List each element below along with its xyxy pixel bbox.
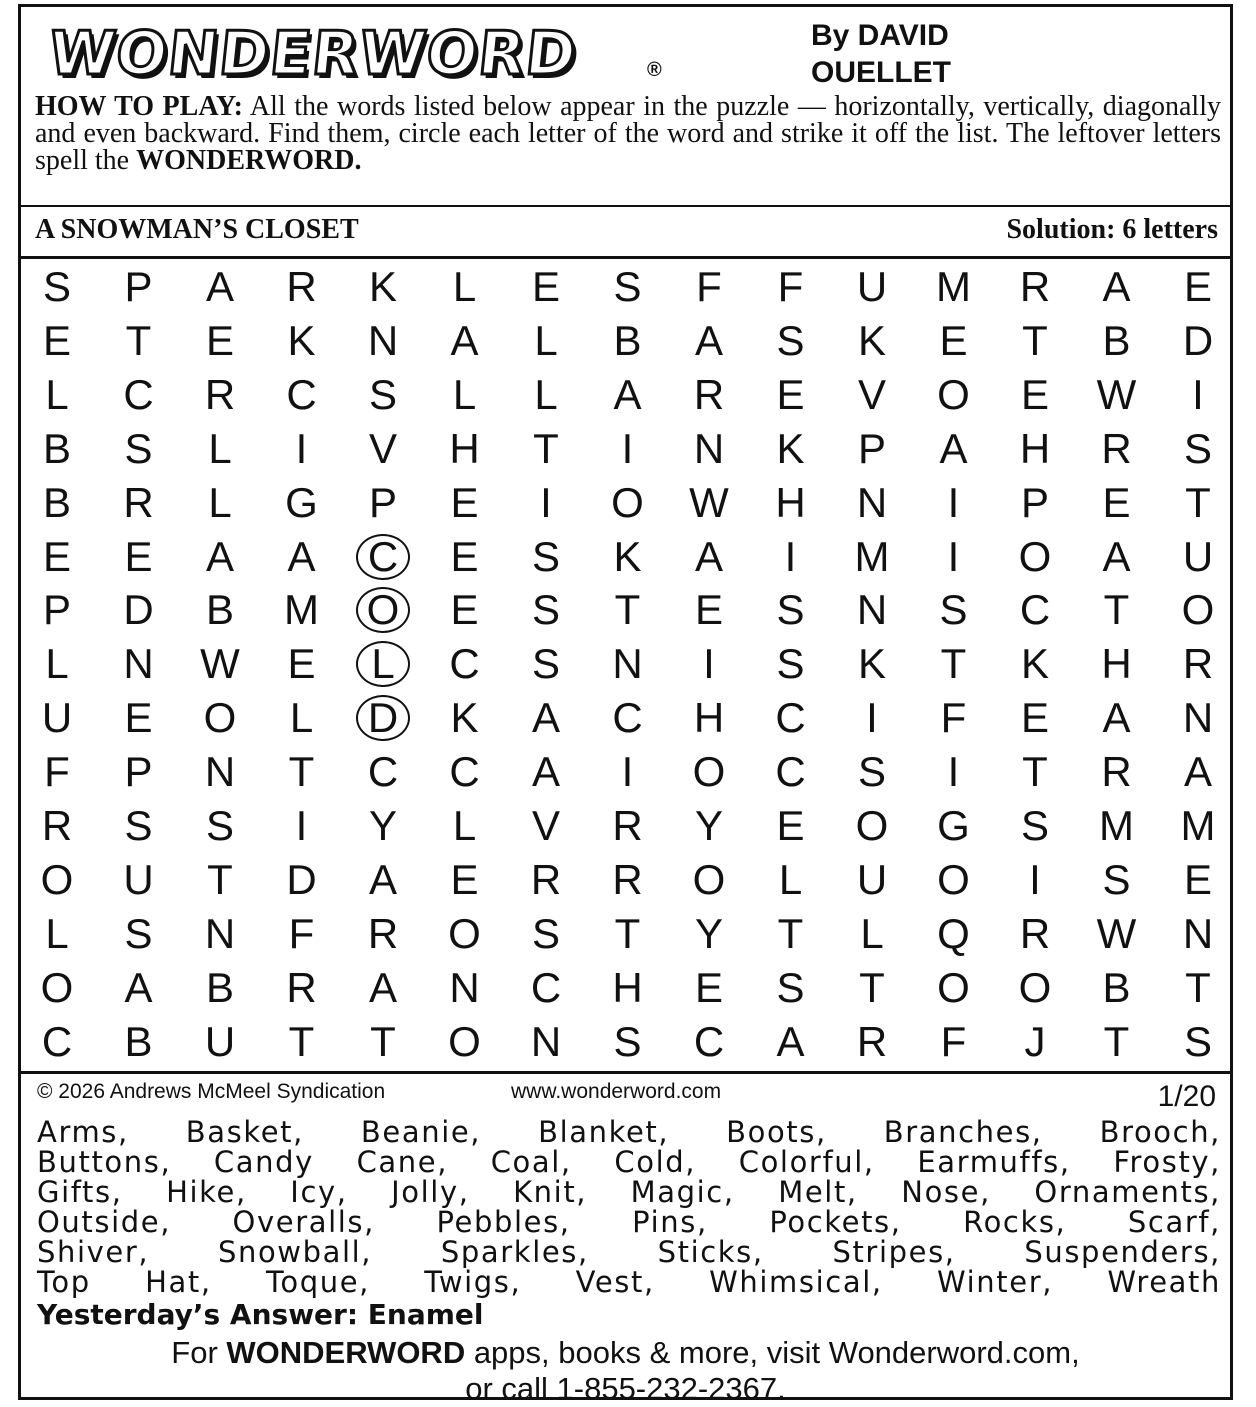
grid-cell[interactable]: U (1182, 532, 1214, 580)
grid-cell[interactable]: W (689, 478, 729, 526)
grid-cell[interactable]: W (1096, 370, 1137, 418)
grid-cell[interactable]: B (124, 1017, 153, 1065)
grid-cell[interactable]: T (614, 586, 641, 634)
grid-cell[interactable]: O (40, 855, 74, 903)
grid-cell[interactable]: O (937, 963, 970, 1011)
grid-cell[interactable]: O (448, 1017, 481, 1065)
grid-cell[interactable]: R (1019, 909, 1051, 957)
grid-cell[interactable]: O (448, 909, 481, 957)
grid-cell[interactable]: U (41, 694, 73, 742)
grid-cell[interactable]: M (854, 532, 890, 580)
grid-cell[interactable]: T (1185, 963, 1211, 1011)
grid-cell[interactable]: A (124, 963, 153, 1011)
grid-cell[interactable]: O (937, 370, 970, 418)
grid-cell[interactable]: E (776, 370, 805, 418)
grid-cell[interactable]: S (124, 424, 153, 472)
grid-cell[interactable]: J (1024, 1017, 1046, 1065)
grid-cell[interactable]: S (205, 802, 234, 849)
grid-cell[interactable]: N (693, 424, 725, 472)
grid-cell[interactable]: A (205, 532, 234, 580)
grid-cell[interactable]: Y (368, 802, 397, 849)
grid-cell[interactable]: B (205, 963, 234, 1011)
grid-cell[interactable]: L (534, 316, 558, 364)
grid-cell[interactable]: P (368, 478, 397, 526)
grid-cell[interactable]: U (204, 1017, 236, 1065)
grid-cell[interactable]: I (866, 694, 878, 742)
grid-cell[interactable]: C (449, 748, 480, 796)
grid-cell[interactable]: N (856, 478, 888, 526)
grid-cell[interactable]: E (450, 478, 479, 526)
letter-grid (21, 259, 1230, 1071)
word-list-line: Arms, Basket, Beanie, Blanket, Boots, Branches, Brooch, (37, 1115, 1221, 1149)
grid-cell[interactable]: T (1103, 1017, 1130, 1065)
grid-cell[interactable]: E (694, 586, 723, 634)
grid-cell[interactable]: B (42, 478, 71, 526)
grid-cell[interactable]: S (857, 748, 886, 796)
grid-cell[interactable]: C (775, 748, 806, 796)
promo-prefix: For (171, 1335, 227, 1370)
puzzle-header (21, 7, 1230, 257)
grid-cell[interactable]: N (123, 640, 154, 688)
grid-cell[interactable]: S (776, 963, 805, 1011)
grid-cell[interactable]: H (1101, 640, 1132, 688)
grid-cell[interactable]: S (776, 316, 805, 364)
grid-cell[interactable]: H (693, 694, 725, 742)
grid-cell[interactable]: T (288, 748, 315, 796)
grid-cell[interactable]: O (855, 802, 889, 849)
grid-cell[interactable]: T (1103, 586, 1130, 634)
grid-cell[interactable]: I (947, 532, 960, 580)
word-list-line: Top Hat, Toque, Twigs, Vest, Whimsical, Winter, Wreath (37, 1265, 1221, 1299)
grid-cell[interactable]: R (41, 802, 73, 849)
grid-cell[interactable]: E (694, 963, 723, 1011)
word-list (37, 1117, 1221, 1297)
grid-cell[interactable]: C (1019, 586, 1051, 634)
grid-cell[interactable]: W (200, 640, 240, 688)
grid-cell[interactable]: I (295, 802, 308, 849)
grid-cell[interactable]: N (1182, 694, 1214, 742)
grid-cell[interactable]: I (703, 640, 715, 688)
grid-cell[interactable]: N (367, 316, 399, 364)
grid-cell[interactable]: N (612, 640, 643, 688)
grid-cell[interactable]: T (1022, 316, 1048, 364)
grid-cell[interactable]: L (778, 855, 803, 903)
grid-cell[interactable]: S (531, 532, 560, 580)
grid-cell[interactable]: I (947, 748, 960, 796)
grid-cell[interactable]: C (530, 963, 562, 1011)
byline-line-1: By DAVID (811, 19, 949, 52)
grid-cell[interactable]: K (287, 316, 316, 364)
grid-cell[interactable]: R (693, 370, 725, 418)
grid-cell[interactable]: E (531, 263, 560, 310)
grid-cell[interactable]: P (124, 748, 153, 796)
grid-cell[interactable]: A (531, 694, 560, 742)
grid-cell[interactable]: E (1183, 263, 1212, 310)
grid-cell[interactable]: D (353, 693, 413, 743)
grid-cell[interactable]: R (612, 855, 643, 903)
grid-cell[interactable]: A (694, 532, 723, 580)
grid-cell[interactable]: L (45, 370, 69, 418)
grid-cell[interactable]: L (208, 478, 232, 526)
grid-cell[interactable]: A (776, 1017, 805, 1065)
grid-cell[interactable]: H (449, 424, 480, 472)
grid-cell[interactable]: N (1182, 909, 1214, 957)
grid-cell[interactable]: C (286, 370, 317, 418)
grid-cell[interactable]: K (450, 694, 479, 742)
grid-cell[interactable]: L (289, 694, 314, 742)
grid-cell[interactable]: R (286, 263, 317, 310)
grid-cell[interactable]: R (123, 478, 154, 526)
divider (21, 205, 1230, 207)
grid-cell[interactable]: C (693, 1017, 725, 1065)
grid-cell[interactable]: A (531, 748, 560, 796)
grid-cell[interactable]: R (530, 855, 562, 903)
grid-cell[interactable]: L (45, 909, 69, 957)
grid-cell[interactable]: A (287, 532, 316, 580)
grid-cell[interactable]: I (621, 424, 634, 472)
grid-cell[interactable]: B (613, 316, 642, 364)
grid-cell[interactable]: T (859, 963, 885, 1011)
grid-cell[interactable]: C (367, 748, 399, 796)
grid-cell[interactable]: I (947, 478, 960, 526)
grid-cell[interactable]: F (288, 909, 315, 957)
grid-cell[interactable]: E (939, 316, 968, 364)
grid-cell[interactable]: A (368, 855, 397, 903)
grid-cell[interactable]: O (692, 748, 726, 796)
word-list-line: Shiver, Snowball, Sparkles, Sticks, Stripes, Suspenders, (37, 1235, 1221, 1269)
grid-cell[interactable]: T (288, 1017, 315, 1065)
grid-cell[interactable]: E (450, 586, 479, 634)
grid-cell[interactable]: A (939, 424, 968, 472)
grid-cell[interactable]: I (1029, 855, 1041, 903)
grid-cell[interactable]: L (452, 802, 477, 849)
grid-cell[interactable]: R (367, 909, 399, 957)
grid-cell[interactable]: E (124, 532, 153, 580)
grid-cell[interactable]: O (611, 478, 644, 526)
grid-cell[interactable]: U (856, 263, 888, 310)
grid-cell[interactable]: S (42, 263, 71, 310)
grid-cell[interactable]: L (452, 263, 477, 310)
grid-cell[interactable]: S (124, 909, 153, 957)
yesterdays-answer: Yesterday’s Answer: Enamel (37, 1298, 484, 1331)
grid-cell[interactable]: I (1192, 370, 1204, 418)
grid-cell[interactable]: Y (694, 909, 723, 957)
grid-cell[interactable]: T (940, 640, 967, 688)
grid-cell[interactable]: C (449, 640, 480, 688)
promo-line-1 (21, 1335, 1230, 1371)
grid-cell[interactable]: R (1182, 640, 1214, 688)
promo-text (21, 1335, 1230, 1407)
grid-cell[interactable]: C (123, 370, 154, 418)
grid-cell[interactable]: S (531, 640, 560, 688)
grid-cell[interactable]: S (776, 640, 805, 688)
grid-cell[interactable]: V (857, 370, 886, 418)
grid-cell[interactable]: D (286, 855, 317, 903)
grid-cell[interactable]: K (857, 316, 886, 364)
grid-cell[interactable]: D (123, 586, 154, 634)
grid-cell[interactable]: I (784, 532, 797, 580)
grid-cell[interactable]: M (284, 586, 319, 634)
grid-cell[interactable]: B (1102, 963, 1131, 1011)
wonderword-logo: WONDERWORD (45, 19, 581, 89)
grid-cell[interactable]: R (1101, 424, 1132, 472)
grid-cell[interactable]: K (1020, 640, 1049, 688)
website-url: www.wonderword.com (511, 1080, 722, 1103)
grid-cell[interactable]: S (1183, 1017, 1212, 1065)
grid-cell[interactable]: S (613, 1017, 642, 1065)
grid-cell[interactable]: L (353, 639, 413, 689)
grid-cell[interactable]: V (368, 424, 397, 472)
grid-cell[interactable]: G (285, 478, 318, 526)
grid-cell[interactable]: V (531, 802, 560, 849)
grid-cell[interactable]: N (204, 909, 236, 957)
how-to-play-label: HOW TO PLAY: (35, 91, 243, 122)
grid-cell[interactable]: E (1102, 478, 1131, 526)
grid-cell[interactable]: I (540, 478, 552, 526)
grid-cell[interactable]: S (368, 370, 397, 418)
grid-cell[interactable]: E (42, 532, 71, 580)
grid-cell[interactable]: S (1102, 855, 1131, 903)
grid-cell[interactable]: U (856, 855, 888, 903)
grid-cell[interactable]: T (777, 909, 804, 957)
grid-cell[interactable]: I (295, 424, 308, 472)
copyright-notice: © 2026 Andrews McMeel Syndication (37, 1080, 386, 1103)
promo-line-2: or call 1-855-232-2367. (465, 1371, 786, 1406)
grid-cell[interactable]: F (777, 263, 804, 310)
word-list-line: Outside, Overalls, Pebbles, Pins, Pockets, Rocks, Scarf, (37, 1205, 1221, 1239)
grid-cell[interactable]: T (1022, 748, 1048, 796)
grid-cell[interactable]: S (1183, 424, 1212, 472)
grid-cell[interactable]: C (775, 694, 806, 742)
grid-cell[interactable]: O (937, 855, 970, 903)
grid-cell[interactable]: E (287, 640, 316, 688)
how-to-play-text: All the words listed below appear in the puzzle — horizontally, vertically, diagonally and even backward. Find them, circle each letter of the word and strike it off the list. The leftover letters spell the (35, 91, 1221, 176)
grid-cell[interactable]: E (205, 316, 234, 364)
grid-cell[interactable]: B (205, 586, 234, 634)
grid-cell[interactable]: C (612, 694, 643, 742)
grid-cell[interactable]: K (776, 424, 805, 472)
grid-cell[interactable]: S (613, 263, 642, 310)
grid-cell[interactable]: R (612, 802, 643, 849)
grid-cell[interactable]: N (204, 748, 236, 796)
grid-cell[interactable]: A (368, 963, 397, 1011)
grid-cell[interactable]: N (856, 586, 888, 634)
grid-cell[interactable]: S (531, 586, 560, 634)
grid-cell[interactable]: K (368, 263, 397, 310)
grid-cell[interactable]: A (205, 263, 234, 310)
puzzle-theme: A SNOWMAN’S CLOSET (35, 214, 359, 245)
grid-cell[interactable]: N (530, 1017, 562, 1065)
grid-cell[interactable]: F (44, 748, 70, 796)
grid-cell[interactable]: A (450, 316, 479, 364)
grid-cell[interactable]: L (860, 909, 884, 957)
grid-cell[interactable]: E (124, 694, 153, 742)
grid-cell[interactable]: P (42, 586, 71, 634)
grid-cell[interactable]: U (123, 855, 154, 903)
divider (18, 1071, 1233, 1074)
grid-cell[interactable]: O (1018, 532, 1052, 580)
grid-cell[interactable]: T (614, 909, 641, 957)
grid-cell[interactable]: P (124, 263, 153, 310)
how-to-play-instructions (35, 93, 1221, 174)
grid-cell[interactable]: E (776, 802, 805, 849)
grid-cell[interactable]: O (40, 963, 74, 1011)
author-byline (811, 17, 951, 91)
grid-cell[interactable]: T (207, 855, 233, 903)
grid-cell[interactable]: A (694, 316, 723, 364)
grid-cell[interactable]: N (449, 963, 480, 1011)
grid-cell[interactable]: L (534, 370, 558, 418)
grid-cell[interactable]: P (857, 424, 886, 472)
grid-cell[interactable]: A (1102, 694, 1131, 742)
promo-line-1-rest: apps, books & more, visit Wonderword.com, (465, 1335, 1080, 1370)
grid-cell[interactable]: C (353, 532, 413, 582)
grid-cell[interactable]: E (450, 855, 479, 903)
grid-cell[interactable]: B (1102, 316, 1131, 364)
word-list-line: Gifts, Hike, Icy, Jolly, Knit, Magic, Melt, Nose, Ornaments, (37, 1175, 1221, 1209)
grid-cell[interactable]: R (286, 963, 317, 1011)
grid-cell[interactable]: H (775, 478, 806, 526)
grid-cell[interactable]: Y (694, 802, 723, 849)
grid-cell[interactable]: R (1101, 748, 1132, 796)
grid-cell[interactable]: C (41, 1017, 73, 1065)
grid-cell[interactable]: R (1019, 263, 1051, 310)
grid-cell[interactable]: A (1102, 263, 1131, 310)
grid-cell[interactable]: E (1183, 855, 1212, 903)
grid-cell[interactable]: I (621, 748, 634, 796)
grid-cell[interactable]: B (42, 424, 71, 472)
grid-cell[interactable]: F (940, 1017, 967, 1065)
grid-cell[interactable]: S (124, 802, 153, 849)
grid-cell[interactable]: T (125, 316, 152, 364)
grid-cell[interactable]: O (1018, 963, 1052, 1011)
grid-cell[interactable]: S (776, 586, 805, 634)
puzzle-date: 1/20 (1157, 1080, 1216, 1113)
promo-brand: WONDERWORD (226, 1335, 466, 1370)
grid-cell[interactable]: D (1182, 316, 1214, 364)
grid-cell[interactable]: O (692, 855, 726, 903)
grid-cell[interactable]: P (1020, 478, 1049, 526)
grid-cell[interactable]: H (612, 963, 643, 1011)
how-to-play-answer-word: WONDERWORD. (136, 145, 362, 176)
grid-cell[interactable]: E (42, 316, 71, 364)
grid-cell[interactable]: K (613, 532, 642, 580)
grid-cell[interactable]: L (452, 370, 477, 418)
grid-cell[interactable]: K (857, 640, 886, 688)
grid-cell[interactable]: A (613, 370, 642, 418)
grid-cell[interactable]: M (1180, 802, 1216, 849)
byline-line-2: OUELLET (811, 56, 951, 89)
grid-cell[interactable]: R (204, 370, 236, 418)
grid-cell[interactable]: E (1020, 694, 1049, 742)
grid-cell[interactable]: S (939, 586, 968, 634)
grid-cell[interactable]: Q (937, 909, 970, 957)
grid-cell[interactable]: T (1185, 478, 1211, 526)
grid-cell[interactable]: E (1020, 370, 1049, 418)
grid-cell[interactable]: M (936, 263, 971, 310)
grid-cell[interactable]: F (696, 263, 722, 310)
solution-hint: Solution: 6 letters (1006, 214, 1218, 245)
grid-cell[interactable]: T (533, 424, 559, 472)
registered-mark: ® (647, 59, 662, 81)
grid-cell[interactable]: G (937, 802, 970, 849)
word-list-line: Buttons, Candy Cane, Coal, Cold, Colorful, Earmuffs, Frosty, (37, 1145, 1221, 1179)
grid-cell[interactable]: F (940, 694, 967, 742)
grid-cell[interactable]: S (1020, 802, 1049, 849)
grid-cell[interactable]: O (203, 694, 237, 742)
grid-cell[interactable]: A (1102, 532, 1131, 580)
grid-cell[interactable]: L (45, 640, 69, 688)
grid-cell[interactable]: A (1183, 748, 1212, 796)
grid-cell[interactable]: W (1096, 909, 1137, 957)
grid-cell[interactable]: M (1099, 802, 1134, 849)
puzzle-frame (18, 4, 1233, 1406)
grid-cell[interactable]: O (353, 585, 413, 635)
grid-cell[interactable]: T (370, 1017, 396, 1065)
grid-cell[interactable]: R (856, 1017, 888, 1065)
grid-cell[interactable]: L (208, 424, 232, 472)
grid-cell[interactable]: S (531, 909, 560, 957)
grid-cell[interactable]: O (1181, 586, 1215, 634)
grid-cell[interactable]: H (1019, 424, 1051, 472)
grid-cell[interactable]: E (450, 532, 479, 580)
